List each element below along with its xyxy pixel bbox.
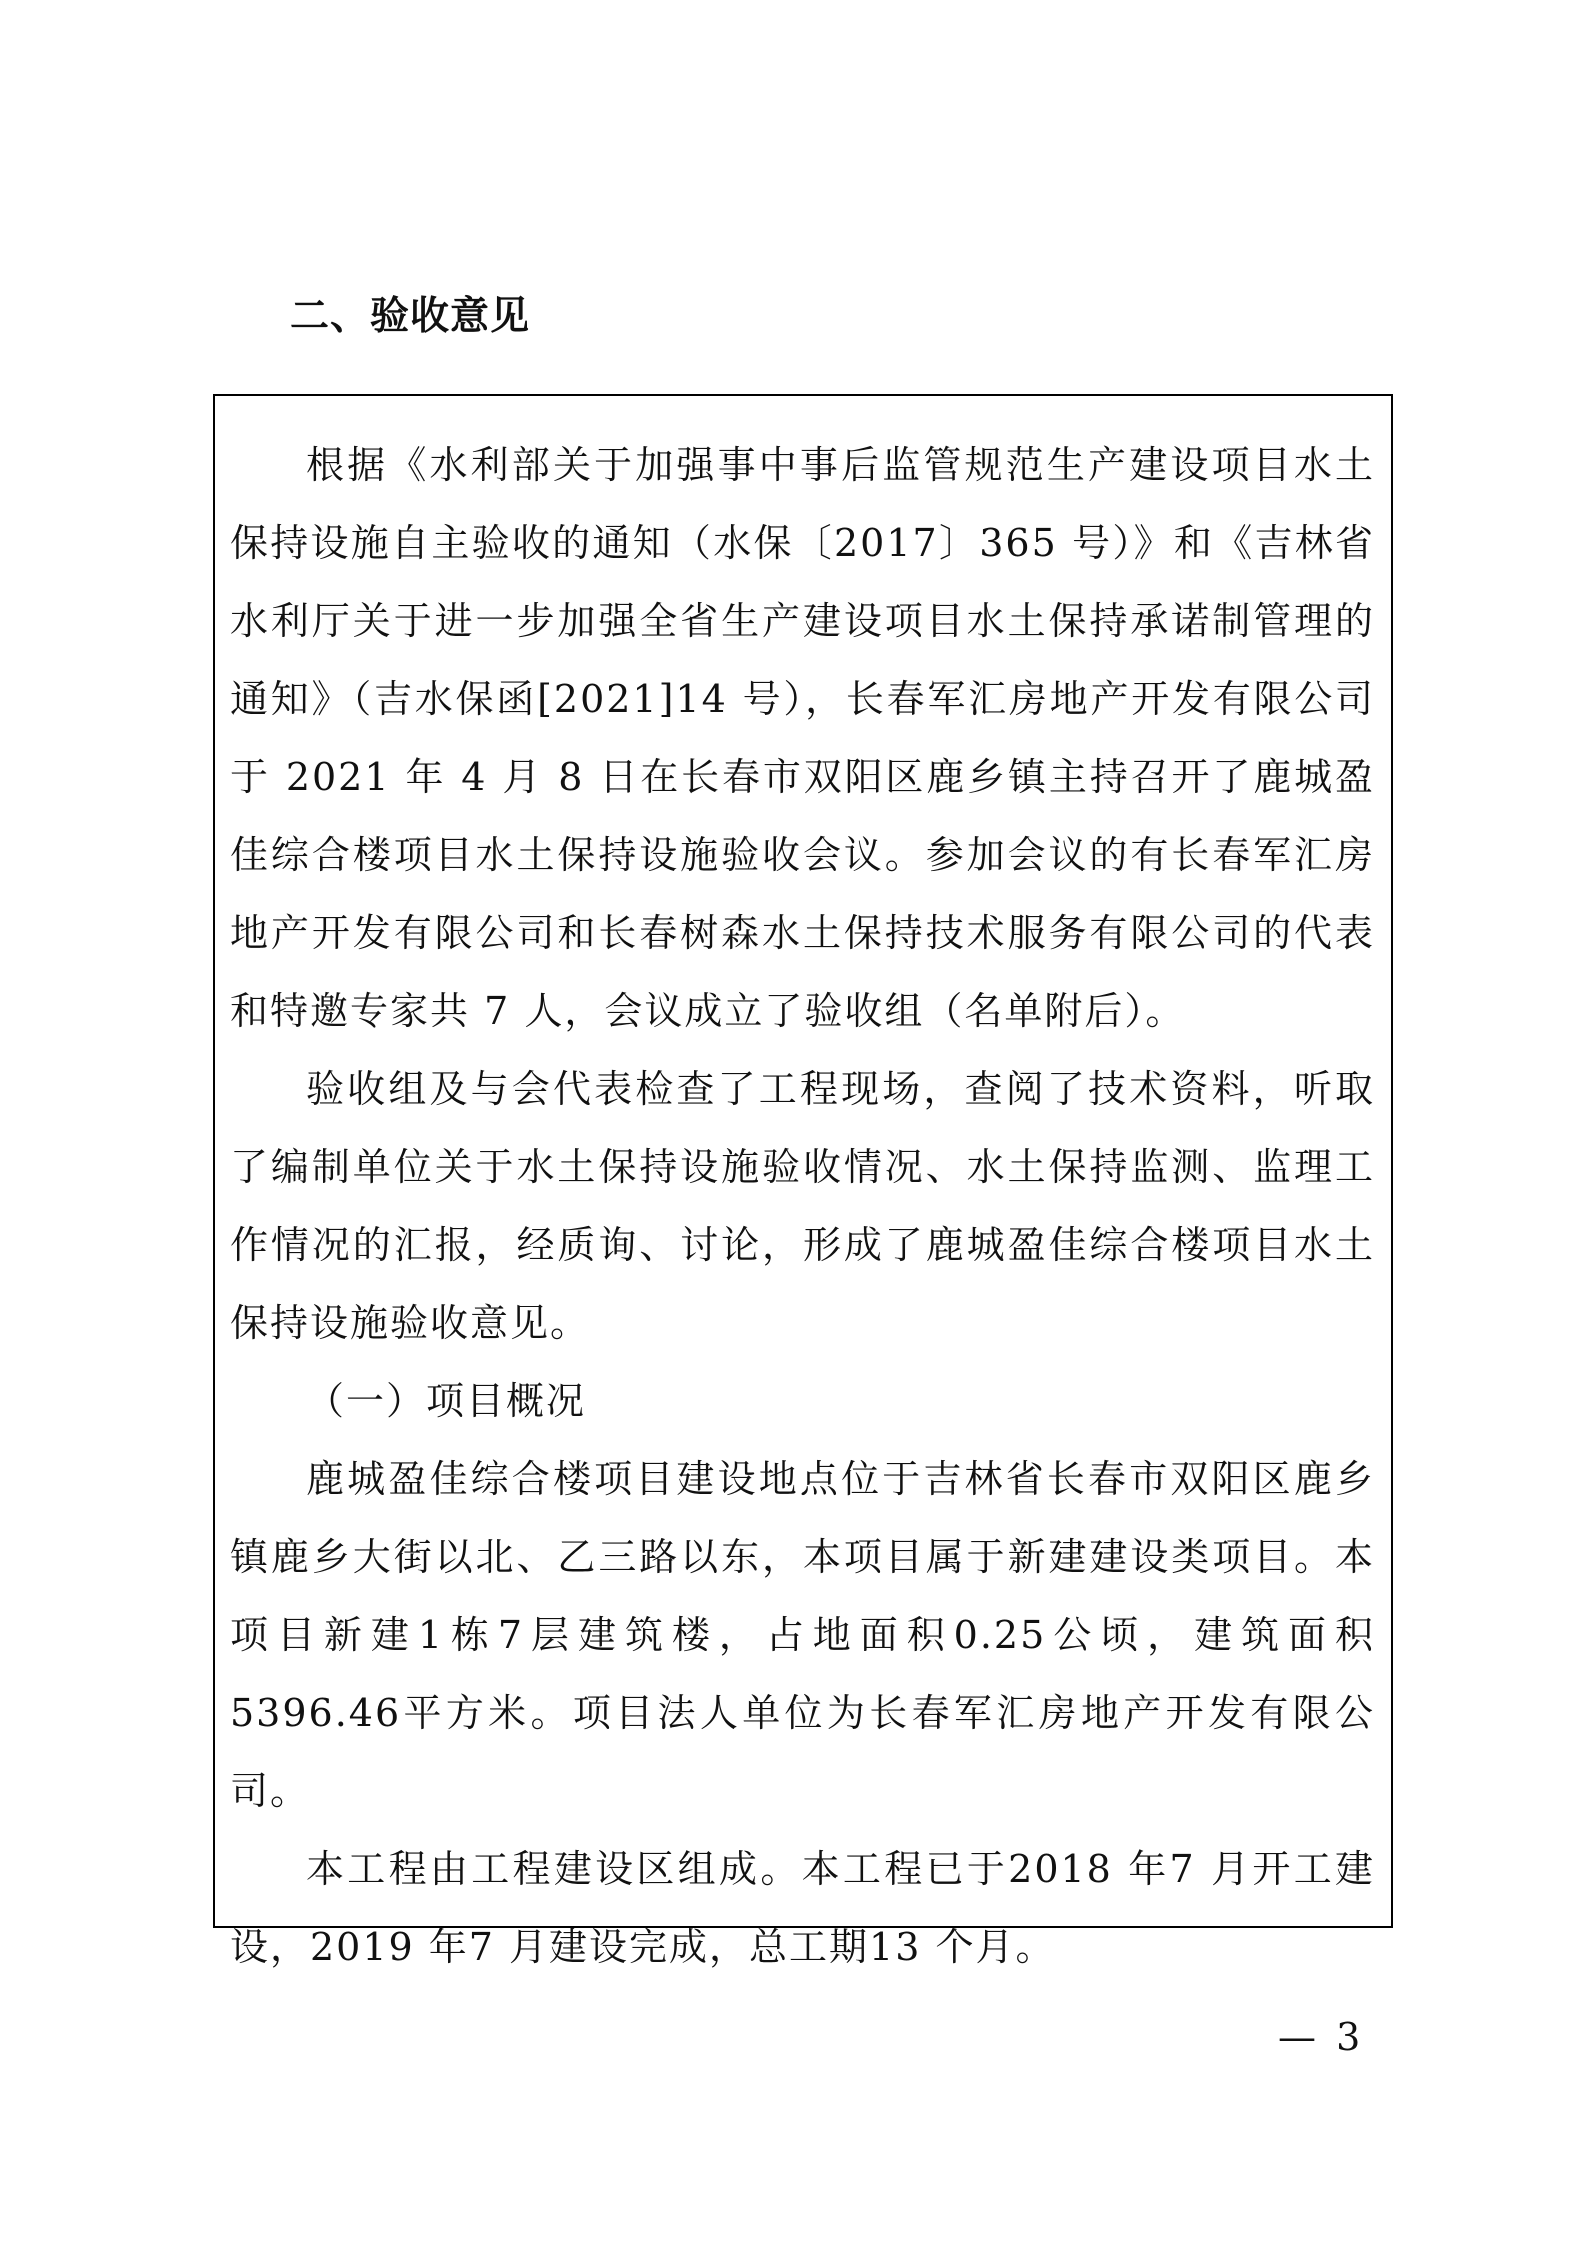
paragraph-project-location: 鹿城盈佳综合楼项目建设地点位于吉林省长春市双阳区鹿乡镇鹿乡大街以北、乙三路以东，本项目属于新建建设类项目。本项目新建1栋7层建筑楼，占地面积0.25公顷，建筑面积5396.46平方米。项目法人单位为长春军汇房地产开发有限公司。 bbox=[230, 1457, 1375, 1813]
subsection-heading: （一）项目概况 bbox=[306, 1379, 587, 1423]
page-number: — 3 bbox=[1278, 2015, 1365, 2059]
section-heading: 二、验收意见 bbox=[290, 294, 531, 339]
paragraph-basis: 根据《水利部关于加强事中事后监管规范生产建设项目水土保持设施自主验收的通知（水保〔2017〕365 号）》和《吉林省水利厅关于进一步加强全省生产建设项目水土保持承诺制管理的通知》（吉水保函[2021]14 号），长春军汇房地产开发有限公司于 2021 年 4 月 8 日在长春市双阳区鹿乡镇主持召开了鹿城盈佳综合楼项目水土保持设施验收会议。参加会议的有长春军汇房地产开发有限公司和长春树森水土保持技术服务有限公司的代表和特邀专家共 7 人，会议成立了验收组（名单附后）。 bbox=[230, 443, 1375, 1033]
paragraph-inspection: 验收组及与会代表检查了工程现场，查阅了技术资料，听取了编制单位关于水土保持设施验收情况、水土保持监测、监理工作情况的汇报，经质询、讨论，形成了鹿城盈佳综合楼项目水土保持设施验收意见。 bbox=[230, 1067, 1375, 1345]
opinion-content bbox=[230, 426, 1375, 1986]
paragraph-project-schedule: 本工程由工程建设区组成。本工程已于2018 年7 月开工建设，2019 年7 月建设完成，总工期13 个月。 bbox=[230, 1847, 1375, 1969]
